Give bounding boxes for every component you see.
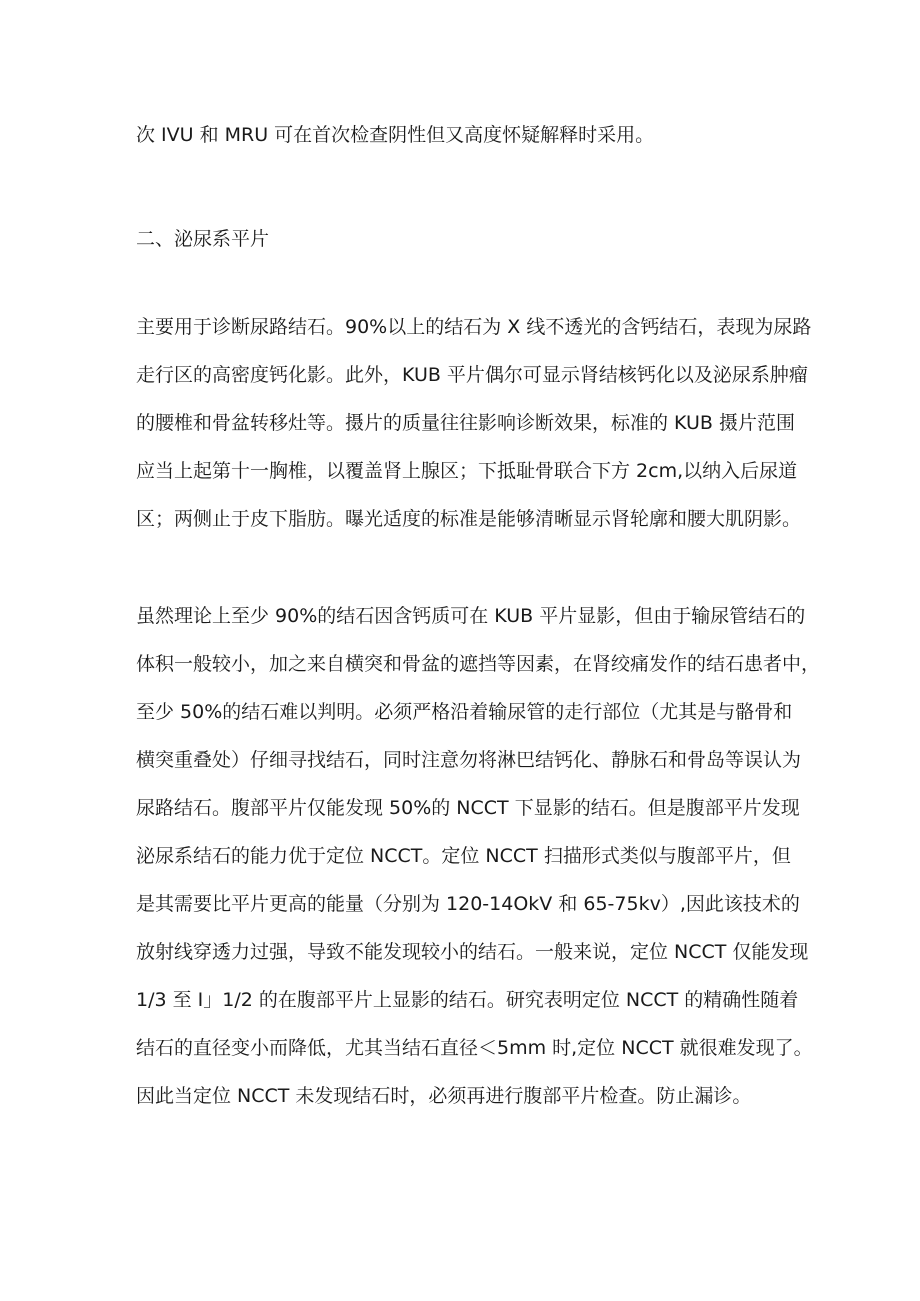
paragraph-line: 是其需要比平片更高的能量（分别为 120-14OkV 和 65-75kv）,因此该技术的 [136,893,800,915]
paragraph-line: 泌尿系结石的能力优于定位 NCCT。定位 NCCT 扫描形式类似与腹部平片，但 [136,845,791,867]
paragraph-line: 放射线穿透力过强，导致不能发现较小的结石。一般来说，定位 NCCT 仅能发现 [136,941,809,963]
paragraph-line: 的腰椎和骨盆转移灶等。摄片的质量往往影响诊断效果，标准的 KUB 摄片范围 [136,412,795,434]
paragraph-line: 尿路结石。腹部平片仅能发现 50%的 NCCT 下显影的结石。但是腹部平片发现 [136,797,800,819]
paragraph-line: 主要用于诊断尿路结石。90%以上的结石为 X 线不透光的含钙结石，表现为尿路 [136,316,812,338]
paragraph-line: 区；两侧止于皮下脂肪。曝光适度的标准是能够清晰显示肾轮廓和腰大肌阴影。 [136,508,802,530]
paragraph-line: 横突重叠处）仔细寻找结石，同时注意勿将淋巴结钙化、静脉石和骨岛等误认为 [136,749,802,771]
paragraph-line: 应当上起第十一胸椎，以覆盖肾上腺区；下抵耻骨联合下方 2cm,以纳入后尿道 [136,460,798,482]
paragraph-line: 次 IVU 和 MRU 可在首次检查阴性但又高度怀疑解释时采用。 [136,124,655,146]
paragraph-line: 走行区的高密度钙化影。此外，KUB 平片偶尔可显示肾结核钙化以及泌尿系肿瘤 [136,364,808,386]
paragraph-line: 虽然理论上至少 90%的结石因含钙质可在 KUB 平片显影，但由于输尿管结石的 [136,605,806,627]
paragraph-line: 至少 50%的结石难以判明。必须严格沿着输尿管的走行部位（尤其是与骼骨和 [136,701,793,723]
section-heading: 二、泌尿系平片 [136,228,270,250]
paragraph-line: 体积一般较小，加之来自横突和骨盆的遮挡等因素，在肾绞痛发作的结石患者中， [136,653,821,675]
paragraph-line: 结石的直径变小而降低，尤其当结石直径＜5mm 时,定位 NCCT 就很难发现了。 [136,1037,813,1059]
paragraph-line: 1/3 至 I」1/2 的在腹部平片上显影的结石。研究表明定位 NCCT 的精确性随着 [136,989,799,1011]
paragraph-line: 因此当定位 NCCT 未发现结石时，必须再进行腹部平片检查。防止漏诊。 [136,1085,752,1107]
